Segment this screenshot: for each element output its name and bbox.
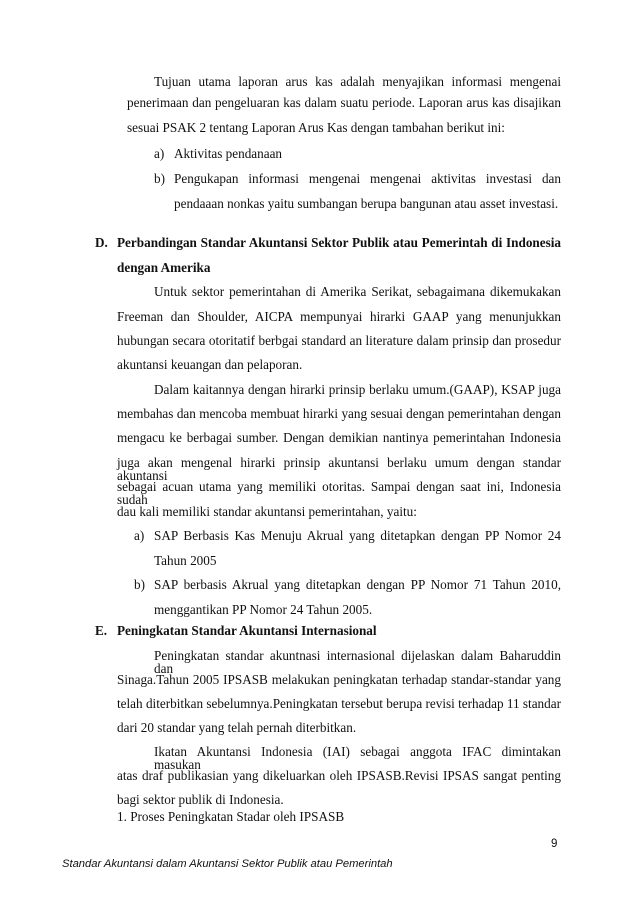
body-text-line: Ikatan Akuntansi Indonesia (IAI) sebagai anggota IFAC dimintakan masukan (154, 744, 561, 773)
body-text-line: Dalam kaitannya dengan hirarki prinsip berlaku umum.(GAAP), KSAP juga (154, 382, 561, 397)
list-item: SAP berbasis Akrual yang ditetapkan dengan PP Nomor 71 Tahun 2010, (154, 577, 561, 592)
body-text-line: bagi sektor publik di Indonesia. (117, 792, 284, 807)
page-number: 9 (551, 838, 558, 850)
body-text-line: dau kali memiliki standar akuntansi pemerintahan, yaitu: (117, 504, 417, 519)
section-letter: D. (95, 235, 108, 250)
section-heading-continuation: dengan Amerika (117, 260, 211, 275)
body-text-line: Untuk sektor pemerintahan di Amerika Serikat, sebagaimana dikemukakan (154, 284, 561, 299)
list-marker: a) (134, 528, 145, 543)
body-text-line: juga akan mengenal hirarki prinsip akuntansi berlaku umum dengan standar akuntansi (117, 455, 561, 484)
body-text-line: akuntansi keuangan dan pelaporan. (117, 357, 303, 372)
body-text-line: Tujuan utama laporan arus kas adalah menyajikan informasi mengenai (154, 74, 561, 89)
page-footer: Standar Akuntansi dalam Akuntansi Sektor Publik atau Pemerintah (62, 858, 393, 870)
list-marker: a) (154, 146, 165, 161)
list-item-continuation: pendaaan nonkas yaitu sumbangan berupa bangunan atau asset investasi. (174, 196, 559, 211)
body-text-line: membahas dan mencoba membuat hirarki yang sesuai dengan pemerintahan dengan (117, 406, 561, 421)
body-text-line: Peningkatan standar akuntnasi internasional dijelaskan dalam Baharuddin dan (154, 648, 561, 677)
body-text-line: dari 20 standar yang telah pernah diterbitkan. (117, 720, 357, 735)
body-text-line: Freeman dan Shoulder, AICPA mempunyai hirarki GAAP yang menunjukkan (117, 309, 561, 324)
body-text-line: telah diterbitkan sebelumnya.Peningkatan tersebut berupa revisi terhadap 11 standar (117, 696, 561, 711)
list-marker: b) (134, 577, 145, 592)
body-text-line: hubungan secara otoritatif berbgai standard an literature dalam prinsip dan prosedur (117, 333, 561, 348)
list-item-continuation: menggantikan PP Nomor 24 Tahun 2005. (154, 602, 373, 617)
section-heading: Perbandingan Standar Akuntansi Sektor Publik atau Pemerintah di Indonesia (117, 235, 561, 250)
list-item: SAP Berbasis Kas Menuju Akrual yang ditetapkan dengan PP Nomor 24 (154, 528, 561, 543)
body-text-line: atas draf publikasian yang dikeluarkan oleh IPSASB.Revisi IPSAS sangat penting (117, 768, 561, 783)
body-text-line: sebagai acuan utama yang memiliki otoritas. Sampai dengan saat ini, Indonesia sudah (117, 479, 561, 508)
body-text-line: penerimaan dan pengeluaran kas dalam suatu periode. Laporan arus kas disajikan (127, 95, 561, 110)
list-marker: b) (154, 171, 165, 186)
list-item-continuation: Tahun 2005 (154, 553, 217, 568)
body-text-line: mengacu ke berbagai sumber. Dengan demikian nantinya pemerintahan Indonesia (117, 430, 561, 445)
body-text-line: Sinaga.Tahun 2005 IPSASB melakukan peningkatan terhadap standar-standar yang (117, 672, 561, 687)
numbered-list-item: 1. Proses Peningkatan Stadar oleh IPSASB (117, 809, 345, 824)
section-heading: Peningkatan Standar Akuntansi Internasional (117, 623, 377, 638)
section-letter: E. (95, 623, 108, 638)
list-item: Pengukapan informasi mengenai mengenai aktivitas investasi dan (174, 171, 561, 186)
list-item: Aktivitas pendanaan (174, 146, 283, 161)
body-text-line: sesuai PSAK 2 tentang Laporan Arus Kas dengan tambahan berikut ini: (127, 120, 505, 135)
